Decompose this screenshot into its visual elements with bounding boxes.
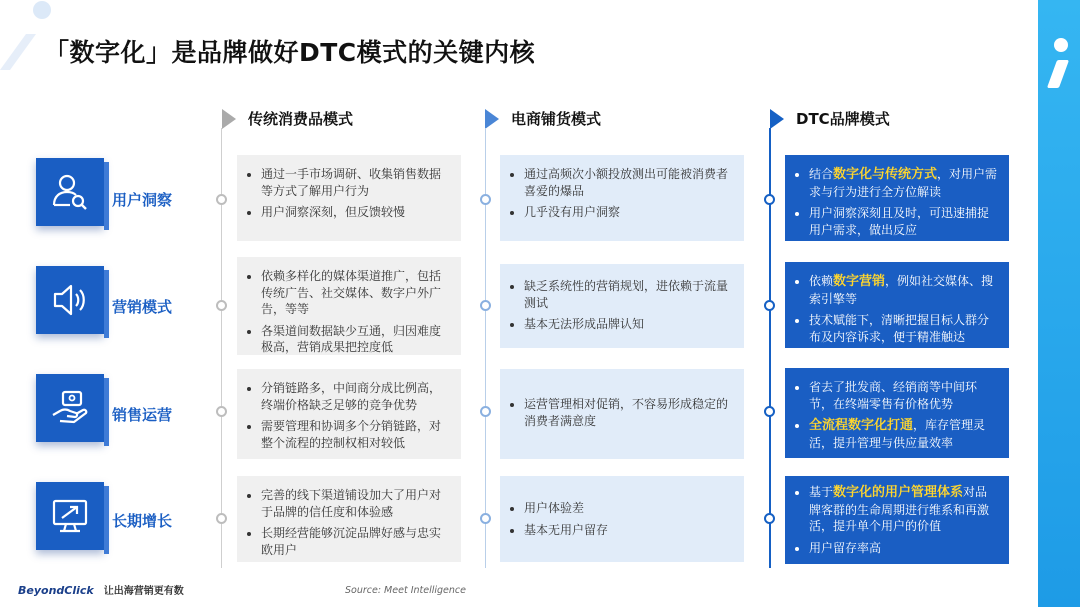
growth-monitor-icon-tile (36, 482, 104, 550)
row-label-long-term-growth: 长期增长 (112, 512, 173, 530)
play-arrow-icon (770, 109, 784, 129)
timeline-node (480, 300, 491, 311)
speaker-icon (51, 282, 89, 318)
timeline-node (764, 194, 775, 205)
list-item: • 用户留存率高 (809, 540, 999, 557)
ecommerce-sales-ops-box (500, 369, 744, 459)
timeline-node (764, 300, 775, 311)
traditional-user-insight-box (237, 155, 461, 241)
column-label: 传统消费品模式 (248, 110, 354, 128)
list-item: • 各渠道间数据缺少互通，归因难度极高，营销成果把控度低 (261, 323, 451, 356)
list-item: • 结合数字化与传统方式，对用户需求与行为进行全方位解读 (809, 166, 999, 200)
user-search-icon (51, 172, 89, 212)
timeline-node (764, 513, 775, 524)
logo-stroke-shape (1047, 60, 1069, 88)
dtc-user-insight-box (785, 155, 1009, 241)
timeline-node (480, 513, 491, 524)
ecommerce-growth-box (500, 476, 744, 562)
list-item: • 需要管理和协调多个分销链路，对整个流程的控制权相对较低 (261, 418, 451, 451)
dtc-marketing-box (785, 262, 1009, 348)
timeline-node (764, 406, 775, 417)
list-item: • 依赖多样化的媒体渠道推广，包括传统广告、社交媒体、数字户外广告，等等 (261, 268, 451, 318)
row-label-sales-ops: 销售运营 (112, 406, 173, 424)
timeline-node (216, 406, 227, 417)
list-item: • 依赖数字营销，例如社交媒体、搜索引擎等 (809, 273, 999, 307)
user-search-icon-tile (36, 158, 104, 226)
list-item: • 技术赋能下，清晰把握目标人群分布及内容诉求，便于精准触达 (809, 312, 999, 345)
play-arrow-icon (222, 109, 236, 129)
column-header-dtc (770, 108, 890, 129)
column-label: 电商铺货模式 (511, 110, 602, 128)
hand-card-icon-tile (36, 374, 104, 442)
list-item: • 通过高频次小额投放测出可能被消费者喜爱的爆品 (524, 166, 734, 199)
timeline-node (216, 513, 227, 524)
list-item: • 完善的线下渠道铺设加大了用户对于品牌的信任度和体验感 (261, 487, 451, 520)
list-item: • 运营管理相对促销，不容易形成稳定的消费者满意度 (524, 396, 734, 429)
column-label: DTC品牌模式 (796, 110, 890, 128)
list-item: • 全流程数字化打通，库存管理灵活，提升管理与供应量效率 (809, 417, 999, 451)
ecommerce-user-insight-box (500, 155, 744, 241)
logo-dot-shape (1054, 38, 1068, 52)
timeline-node (216, 300, 227, 311)
row-label-user-insight: 用户洞察 (112, 191, 173, 209)
list-item: • 几乎没有用户洞察 (524, 204, 734, 221)
right-accent-bar (1038, 0, 1080, 607)
timeline-node (480, 406, 491, 417)
play-arrow-icon (485, 109, 499, 129)
dtc-sales-ops-box (785, 368, 1009, 458)
list-item: • 通过一手市场调研、收集销售数据等方式了解用户行为 (261, 166, 451, 199)
list-item: • 用户洞察深刻且及时，可迅速捕捉用户需求，做出反应 (809, 205, 999, 238)
list-item: • 基本无法形成品牌认知 (524, 316, 734, 333)
timeline-node (216, 194, 227, 205)
list-item: • 省去了批发商、经销商等中间环节，在终端零售有价格优势 (809, 379, 999, 412)
ecommerce-marketing-box (500, 264, 744, 348)
brand-name: BeyondClick (18, 584, 94, 597)
hand-card-icon (50, 389, 90, 427)
traditional-marketing-box (237, 257, 461, 355)
column-header-traditional (222, 108, 353, 129)
speaker-icon-tile (36, 266, 104, 334)
dtc-growth-box (785, 476, 1009, 564)
footer-brand-logo (18, 582, 184, 597)
traditional-growth-box (237, 476, 461, 562)
source-note: Source: Meet Intelligence (345, 585, 466, 596)
traditional-sales-ops-box (237, 369, 461, 459)
list-item: • 用户洞察深刻，但反馈较慢 (261, 204, 451, 221)
list-item: • 基于数字化的用户管理体系对品牌客群的生命周期进行维系和再激活，提升单个用户的价值 (809, 484, 999, 535)
brand-slogan: 让出海营销更有数 (103, 586, 184, 597)
list-item: • 长期经营能够沉淀品牌好感与忠实欧用户 (261, 525, 451, 558)
list-item: • 用户体验差 (524, 500, 734, 517)
row-label-marketing: 营销模式 (112, 298, 173, 316)
page-title: 「数字化」是品牌做好DTC模式的关键内核 (44, 38, 536, 67)
timeline-node (480, 194, 491, 205)
list-item: • 基本无用户留存 (524, 522, 734, 539)
list-item: • 分销链路多，中间商分成比例高，终端价格缺乏足够的竞争优势 (261, 380, 451, 413)
column-header-ecommerce (485, 108, 601, 129)
growth-monitor-icon (50, 497, 90, 535)
list-item: • 缺乏系统性的营销规划，进依赖于流量测试 (524, 278, 734, 311)
